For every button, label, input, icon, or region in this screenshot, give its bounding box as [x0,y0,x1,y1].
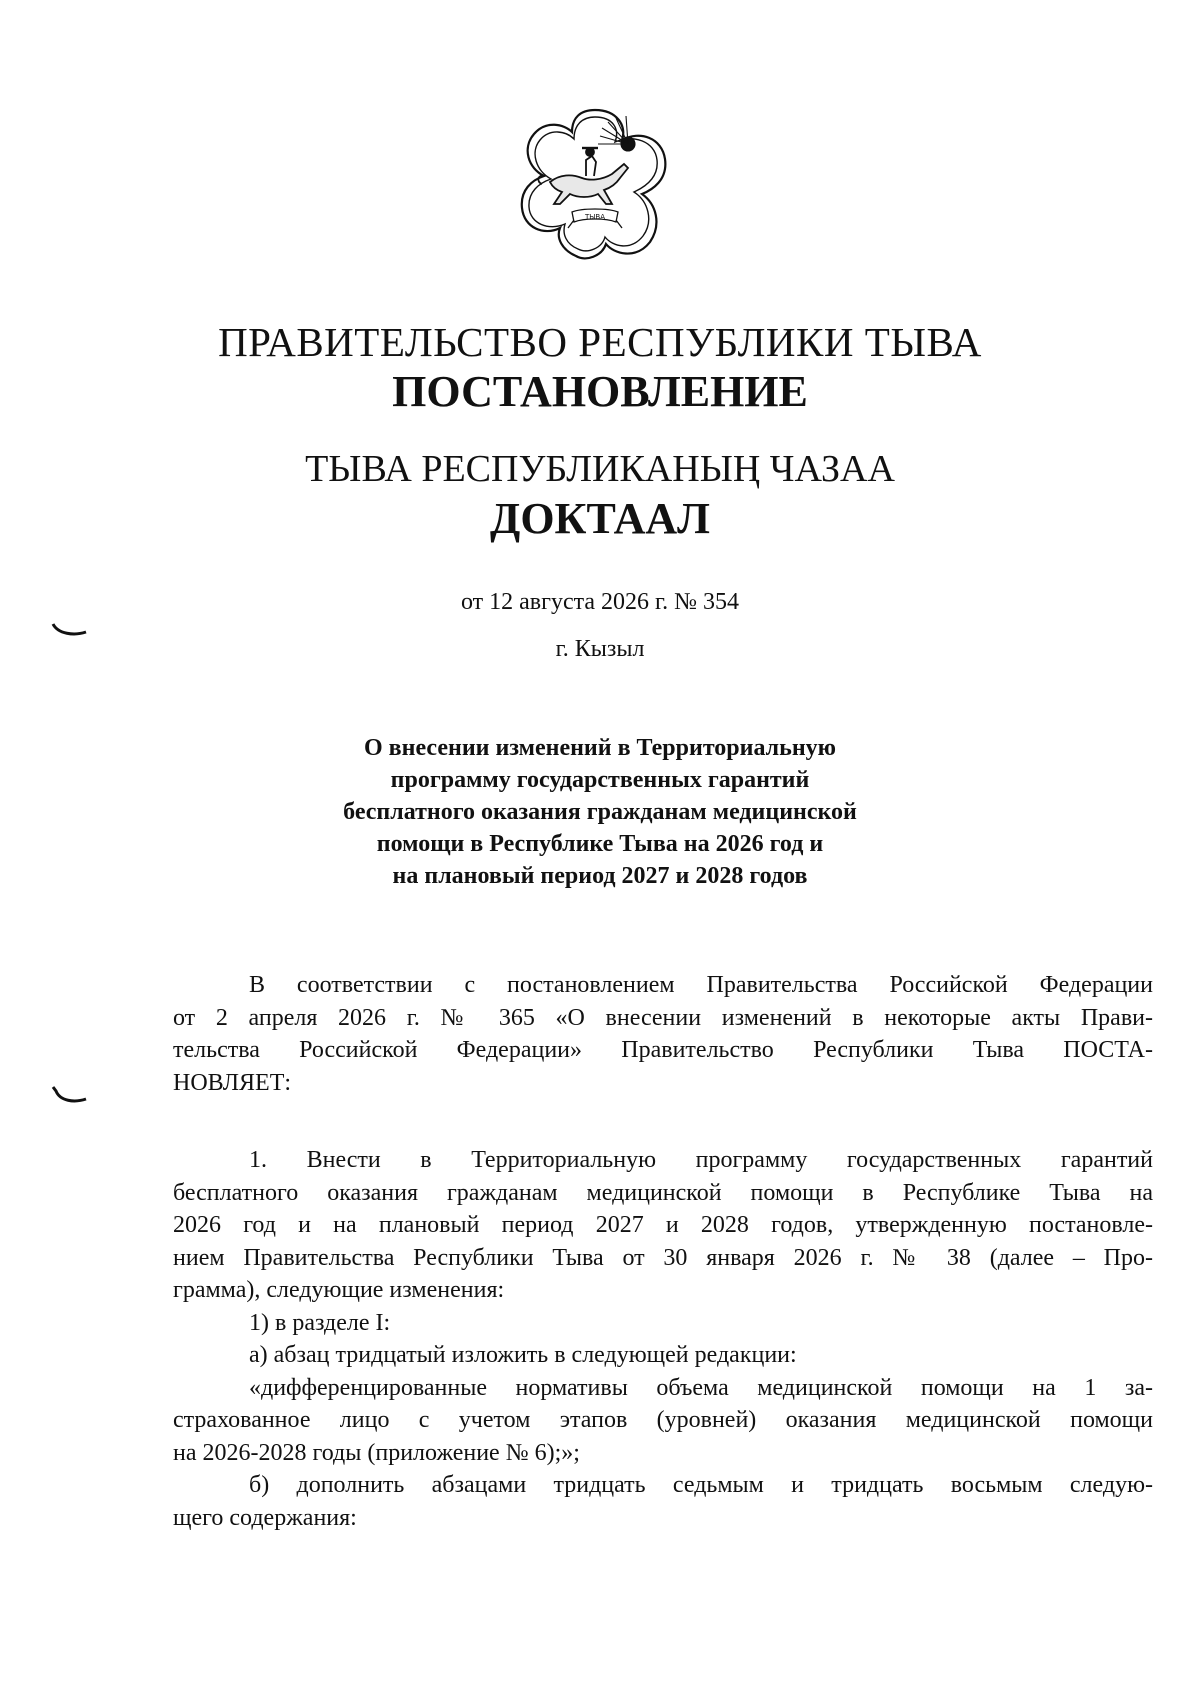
text-line: бесплатного оказания гражданам медицинской помощи в Республике Тыва на [173,1179,1153,1206]
text-line: НОВЛЯЕТ: [173,1069,292,1096]
margin-mark [50,1085,90,1109]
text-line: В соответствии с постановлением Правительства Российской Федерации [249,972,1153,998]
coat-of-arms-emblem [516,104,674,266]
quote-line: страхованное лицо с учетом этапов (уровней) оказания медицинской помощи [173,1407,1153,1433]
title-line: программу государственных гарантий [390,767,810,793]
subitem-1: 1) в разделе I: [249,1309,391,1336]
subitem-1b-line: б) дополнить абзацами тридцать седьмым и тридцать восьмым следую- [249,1472,1153,1498]
document-type-tyv: ДОКТААЛ [490,494,710,543]
text-line: грамма), следующие изменения: [173,1277,505,1303]
svg-text:ТЫВА: ТЫВА [584,213,606,221]
base-ribbon [568,209,622,228]
date-and-number: от 12 августа 2026 г. № 354 [460,589,740,615]
title-line: бесплатного оказания гражданам медицинской [343,799,857,825]
subitem-1b-line: щего содержания: [173,1504,357,1531]
text-line: 2026 год и на плановый период 2027 и 2028 годов, утвержденную постановле- [173,1212,1153,1238]
government-name-tyv: ТЫВА РЕСПУБЛИКАНЫҢ ЧАЗАА [305,448,895,490]
city: г. Кызыл [555,636,645,662]
horse-rider-icon [538,148,628,204]
quote-line: «дифференцированные нормативы объема медицинской помощи на 1 за- [249,1374,1153,1401]
government-name-ru: ПРАВИТЕЛЬСТВО РЕСПУБЛИКИ ТЫВА [218,319,982,365]
margin-mark [50,620,90,640]
text-line: от 2 апреля 2026 г. № 365 «О внесении изменений в некоторые акты Прави- [173,1004,1153,1031]
text-line: тельства Российской Федерации» Правительство Республики Тыва ПОСТА- [173,1037,1153,1063]
item-1-paragraph [173,1144,1153,1534]
subitem-1a: а) абзац тридцатый изложить в следующей редакции: [249,1342,797,1368]
text-line: 1. Внести в Территориальную программу государственных гарантий [249,1147,1153,1173]
title-line: помощи в Республике Тыва на 2026 год и [376,831,824,857]
quote-line: на 2026-2028 годы (приложение № 6);»; [173,1439,580,1466]
title-line: О внесении изменений в Территориальную [364,735,836,761]
document-title [300,732,900,892]
text-line: нием Правительства Республики Тыва от 30 января 2026 г. № 38 (далее – Про- [173,1244,1153,1271]
preamble-paragraph [173,969,1153,1099]
title-line: на плановый период 2027 и 2028 годов [392,863,808,889]
document-type-ru: ПОСТАНОВЛЕНИЕ [392,367,808,416]
